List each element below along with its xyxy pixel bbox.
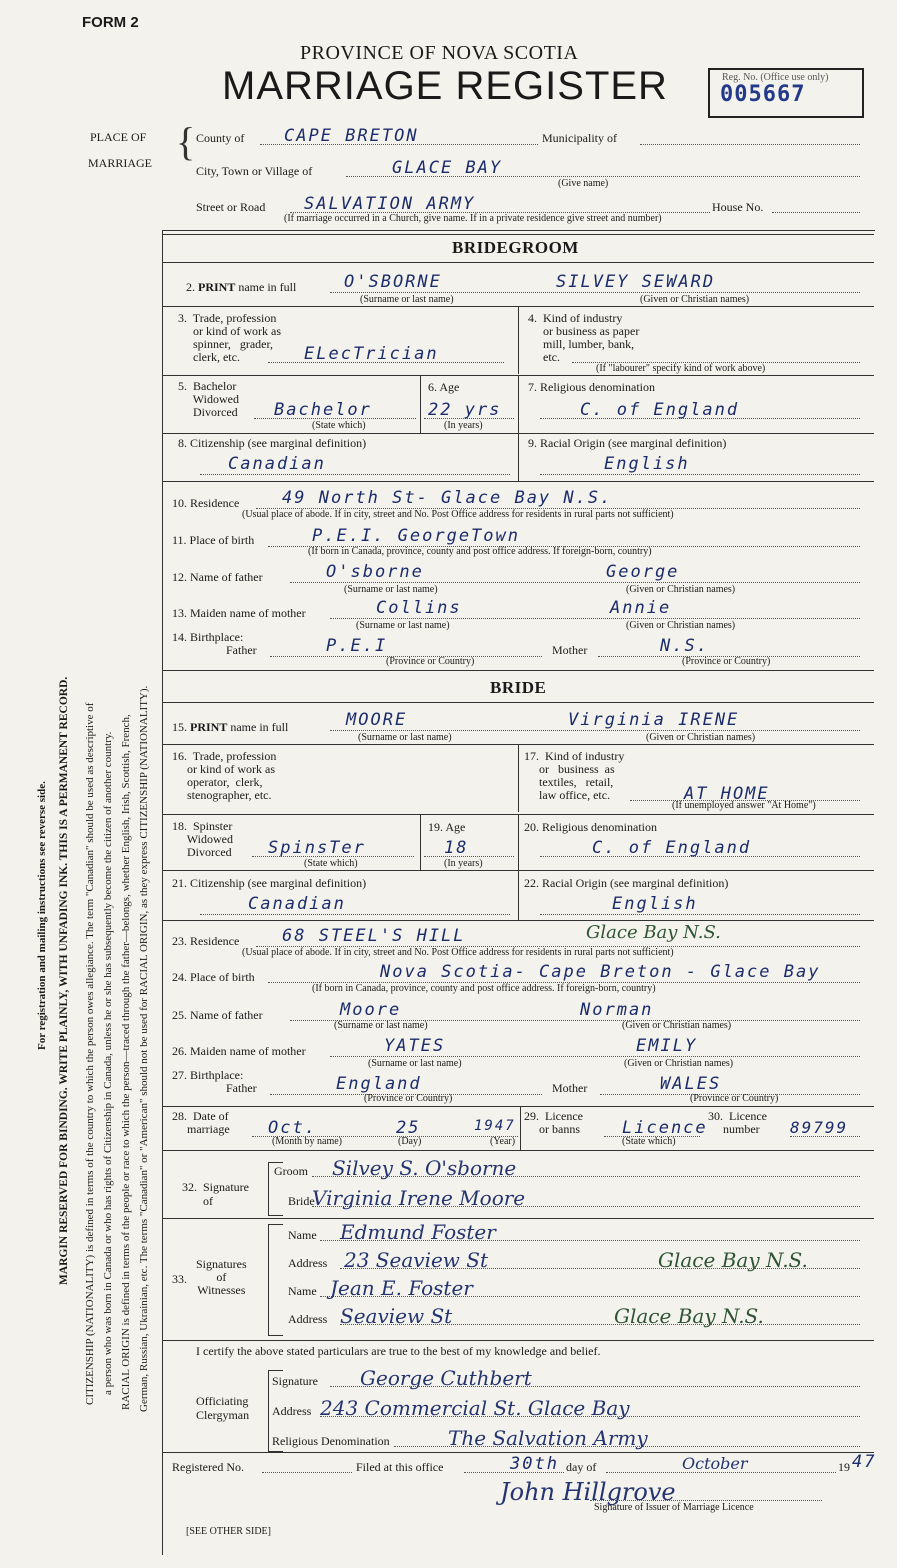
bride-signature: Virginia Irene Moore [312, 1186, 526, 1210]
city-label: City, Town or Village of [196, 164, 313, 178]
groom-father-bp-label: Father [226, 643, 257, 657]
municipality-field [640, 126, 860, 145]
bride-mother-given-note: (Given or Christian names) [624, 1058, 734, 1069]
county-value: CAPE BRETON [284, 126, 419, 146]
bridegroom-heading: BRIDEGROOM [452, 238, 579, 257]
filed-month: October [682, 1454, 748, 1473]
bride-sig-field [312, 1186, 860, 1210]
bride-father-field [290, 1000, 860, 1021]
f10-label: 10. Residence [172, 496, 240, 510]
marriage-month: Oct. [268, 1118, 317, 1138]
issuer-signature: John Hillgrove [500, 1478, 676, 1506]
bride-father-given-note: (Given or Christian names) [622, 1020, 732, 1031]
groom-father-field [290, 562, 860, 583]
bride-father-bp-label: Father [226, 1081, 257, 1095]
bride-mother-surname: YATES [384, 1036, 446, 1056]
place-label-1: PLACE OF [90, 130, 147, 144]
groom-mother-bp-label: Mother [552, 643, 588, 657]
groom-father-surname-note: (Surname or last name) [344, 584, 438, 595]
w2-address: Seaview St [340, 1304, 453, 1328]
bride-mother-surname-note: (Surname or last name) [368, 1058, 462, 1069]
bride-industry-field [630, 784, 860, 804]
f6-label: 6. Age [428, 380, 460, 394]
bride-father-bp-field [270, 1074, 542, 1095]
filed-month-field [606, 1454, 836, 1473]
bride-name-field [330, 710, 860, 731]
bride-father-bp: England [336, 1074, 422, 1094]
groom-racial-field [540, 454, 860, 475]
witness-bracket [268, 1224, 283, 1336]
f22-label: 22. Racial Origin (see marginal definition) [524, 876, 729, 890]
f23-label: 23. Residence [172, 934, 240, 948]
f13-label: 13. Maiden name of mother [172, 606, 306, 620]
reg-number-label: Reg. No. (Office use only) [722, 72, 829, 83]
year-prefix: 19 [838, 1460, 850, 1474]
reg-number: 005667 [720, 82, 806, 107]
clergy-addr-field [320, 1396, 860, 1420]
clergy-sig-field [330, 1366, 860, 1390]
groom-sig-label: Groom [274, 1164, 308, 1178]
bride-residence-green: Glace Bay N.S. [586, 922, 721, 943]
groom-mother-given-note: (Given or Christian names) [626, 620, 736, 631]
bride-citizenship-field [200, 894, 510, 915]
bride-religion-field [540, 838, 860, 857]
groom-prov-note-1: (Province or Country) [386, 656, 475, 667]
groom-signature: Silvey S. O'sborne [332, 1156, 517, 1180]
street-field [290, 194, 710, 213]
bride-age: 18 [444, 838, 469, 858]
margin-line-2: MARGIN RESERVED FOR BINDING. WRITE PLAINLY, WITH UNFADING INK. THIS IS A PERMANENT RECORD. [58, 676, 70, 1285]
f4-label: 4. Kind of industry or business as paper mill, lumber, bank, etc. [528, 311, 640, 364]
groom-racial: English [604, 454, 690, 474]
bride-given: Virginia IRENE [568, 710, 740, 730]
bride-surname-note: (Surname or last name) [358, 732, 452, 743]
w1-name-field [320, 1220, 860, 1244]
f28-label: 28. Date of marriage [172, 1109, 230, 1136]
f25-label: 25. Name of father [172, 1008, 263, 1022]
certify-text: I certify the above stated particulars are true to the best of my knowledge and belief. [196, 1344, 601, 1358]
w1-addr-field [340, 1248, 860, 1272]
w2-name: Jean E. Foster [330, 1276, 473, 1300]
bride-father-surname: Moore [340, 1000, 402, 1020]
groom-father-given-note: (Given or Christian names) [626, 584, 736, 595]
clergy-denom-field [394, 1426, 860, 1450]
bride-surname: MOORE [346, 710, 408, 730]
bride-religion: C. of England [592, 838, 752, 858]
groom-father-bp-field [270, 636, 542, 657]
groom-father-given: George [606, 562, 680, 582]
witness-label: Signatures of Witnesses [196, 1257, 247, 1297]
groom-trade-field [268, 344, 504, 363]
groom-residence-note: (Usual place of abode. If in city, street and No. Post Office address for residents in rural parts not sufficient) [242, 509, 674, 520]
registered-no-label: Registered No. [172, 1460, 244, 1474]
f2-label: 2. PRINT name in full [186, 280, 297, 294]
bride-mother-given: EMILY [636, 1036, 698, 1056]
page-title: MARRIAGE REGISTER [222, 64, 668, 108]
groom-surname: O'SBORNE [344, 272, 442, 292]
f16-label: 16. Trade, profession or kind of work as operator, clerk, stenographer, etc. [172, 749, 277, 802]
licence-number-field [790, 1118, 860, 1137]
licence-field [604, 1118, 708, 1138]
groom-mother-given: Annie [610, 598, 672, 618]
bride-prov-note-1: (Province or Country) [364, 1093, 453, 1104]
marriage-year: 1947 [474, 1118, 516, 1134]
w2-addr-label: Address [288, 1312, 328, 1326]
groom-name-field [330, 272, 860, 293]
groom-in-years: (In years) [444, 420, 483, 431]
bride-residence-field [256, 922, 860, 947]
w2-name-field [320, 1276, 860, 1300]
margin-line-6: German, Russian, Ukrainian, etc. The terms "Canadian" or "American" should not be used for RACIAL ORIGIN, as they express CITIZENSHIP (NATIONALITY). [138, 685, 150, 1412]
f5-label: 5. Bachelor Widowed Divorced [178, 379, 239, 419]
see-other-side: [SEE OTHER SIDE] [186, 1526, 271, 1537]
reg-number-box [708, 68, 864, 118]
clergy-denom-label: Religious Denomination [272, 1434, 390, 1448]
f21-label: 21. Citizenship (see marginal definition) [172, 876, 367, 890]
bride-birth-note: (If born in Canada, province, county and post office address. If foreign-born, country) [312, 983, 656, 994]
f19-label: 19. Age [428, 820, 466, 834]
f8-label: 8. Citizenship (see marginal definition) [178, 436, 367, 450]
groom-father-surname: O'sborne [326, 562, 424, 582]
bride-mother-bp-label: Mother [552, 1081, 588, 1095]
groom-trade: ELecTrician [304, 344, 439, 364]
f20-label: 20. Religious denomination [524, 820, 657, 834]
w2-addr-field [340, 1304, 860, 1328]
filed-day-field [464, 1454, 564, 1473]
w1-addr-label: Address [288, 1256, 328, 1270]
margin-line-5: RACIAL ORIGIN is defined in terms of the people or race to which the person—traced through the father—belongs, whether English, Irish, Scottish, French, [120, 714, 132, 1410]
f3-label: 3. Trade, profession or kind of work as spinner, grader, clerk, etc. [178, 311, 281, 364]
clergy-signature: George Cuthbert [360, 1366, 532, 1390]
month-note: (Month by name) [272, 1136, 342, 1147]
bride-heading: BRIDE [490, 678, 547, 697]
groom-age-field [424, 400, 514, 419]
groom-birth-field [268, 526, 860, 547]
clergy-sig-label: Signature [272, 1374, 318, 1388]
give-name-note: (Give name) [558, 178, 609, 189]
bride-racial: English [612, 894, 698, 914]
margin-line-3: CITIZENSHIP (NATIONALITY) is defined in terms of the country to which the person owes allegiance. The term "Canadian" should be used as descriptive of [84, 702, 96, 1405]
issuer-label: Signature of Issuer of Marriage Licence [594, 1502, 754, 1513]
groom-mother-bp-field [598, 636, 860, 657]
licence-type: Licence [622, 1118, 708, 1138]
labourer-note: (If "labourer" specify kind of work above) [596, 363, 766, 374]
groom-mother-surname: Collins [376, 598, 462, 618]
f12-label: 12. Name of father [172, 570, 263, 584]
groom-age: 22 yrs [428, 400, 502, 420]
bride-residence-note: (Usual place of abode. If in city, street and No. Post Office address for residents in rural parts not sufficient) [242, 947, 674, 958]
groom-religion-field [540, 400, 860, 419]
bride-industry: AT HOME [684, 784, 770, 804]
house-label: House No. [712, 200, 764, 214]
house-field [772, 194, 860, 213]
licence-state-which: (State which) [622, 1136, 676, 1147]
groom-mother-field [330, 598, 860, 619]
groom-industry-field [572, 350, 860, 363]
f17-label: 17. Kind of industry or business as textiles, retail, law office, etc. [524, 749, 625, 802]
w2-address-green: Glace Bay N.S. [614, 1304, 764, 1328]
brace: { [176, 119, 196, 164]
f29-label: 29. Licence or banns [524, 1109, 583, 1136]
groom-father-bp: P.E.I [326, 636, 388, 656]
bride-citizenship: Canadian [248, 894, 346, 914]
filed-day: 30th [510, 1454, 559, 1474]
bride-status: SpinsTer [268, 838, 366, 858]
w2-name-label: Name [288, 1284, 317, 1298]
f11-label: 11. Place of birth [172, 533, 255, 547]
marriage-date-field [252, 1118, 518, 1137]
bride-status-field [252, 838, 414, 857]
margin-line-1: For registration and mailing instructions see reverse side. [36, 781, 48, 1050]
w1-address: 23 Seaview St [344, 1248, 489, 1272]
groom-residence: 49 North St- Glace Bay N.S. [282, 488, 613, 508]
w1-address-green: Glace Bay N.S. [658, 1248, 808, 1272]
street-value: SALVATION ARMY [304, 194, 476, 214]
county-label: County of [196, 131, 245, 145]
f7-label: 7. Religious denomination [528, 380, 655, 394]
f33-label: 33. [172, 1272, 187, 1286]
groom-given: SILVEY SEWARD [556, 272, 716, 292]
groom-given-note: (Given or Christian names) [640, 294, 750, 305]
bride-mother-bp: WALES [660, 1074, 722, 1094]
filed-label: Filed at this office [356, 1460, 444, 1474]
filed-year: 47 [852, 1452, 877, 1472]
f9-label: 9. Racial Origin (see marginal definition) [528, 436, 727, 450]
registered-no-field [262, 1454, 352, 1473]
groom-mother-surname-note: (Surname or last name) [356, 620, 450, 631]
county-field [260, 126, 538, 145]
groom-birth: P.E.I. GeorgeTown [312, 526, 520, 546]
bride-given-note: (Given or Christian names) [646, 732, 756, 743]
bride-father-given: Norman [580, 1000, 654, 1020]
groom-residence-field [256, 488, 860, 509]
clergy-addr-label: Address [272, 1404, 312, 1418]
bride-age-field [424, 838, 514, 857]
bride-state-which: (State which) [304, 858, 358, 869]
day-note: (Day) [398, 1136, 422, 1147]
groom-state-which: (State which) [312, 420, 366, 431]
year-note: (Year) [490, 1136, 516, 1147]
licence-number: 89799 [790, 1118, 849, 1137]
street-label: Street or Road [196, 200, 266, 214]
bride-father-surname-note: (Surname or last name) [334, 1020, 428, 1031]
clergy-denomination: The Salvation Army [448, 1426, 648, 1450]
w1-name: Edmund Foster [340, 1220, 496, 1244]
groom-sig-field [312, 1156, 860, 1180]
bride-racial-field [540, 894, 860, 915]
f18-label: 18. Spinster Widowed Divorced [172, 819, 233, 859]
f32-label: 32. Signature of [182, 1180, 249, 1208]
place-label-2: MARRIAGE [88, 156, 153, 170]
margin-line-4: a person who was born in Canada or who has rights of Citizenship in Canada, unless he or she has subsequently become the citizen of another country. [102, 731, 114, 1395]
bride-residence: 68 STEEL'S HILL [282, 926, 466, 946]
groom-surname-note: (Surname or last name) [360, 294, 454, 305]
bride-sig-label: Bride [288, 1194, 315, 1208]
bride-birth-field [268, 962, 860, 983]
groom-status-field [254, 400, 416, 419]
form-number: FORM 2 [82, 14, 139, 31]
bride-in-years: (In years) [444, 858, 483, 869]
day-of-label: day of [566, 1460, 597, 1474]
bride-birth: Nova Scotia- Cape Breton - Glace Bay [380, 962, 821, 982]
f14-label: 14. Birthplace: [172, 630, 244, 644]
groom-prov-note-2: (Province or Country) [682, 656, 771, 667]
f15-label: 15. PRINT name in full [172, 720, 289, 734]
clergy-label: Officiating Clergyman [196, 1394, 250, 1422]
w1-name-label: Name [288, 1228, 317, 1242]
groom-citizenship: Canadian [228, 454, 326, 474]
groom-religion: C. of England [580, 400, 740, 420]
clergy-address: 243 Commercial St. Glace Bay [320, 1396, 630, 1420]
f24-label: 24. Place of birth [172, 970, 255, 984]
province-heading: PROVINCE OF NOVA SCOTIA [300, 42, 579, 64]
city-value: GLACE BAY [392, 158, 503, 178]
groom-status: Bachelor [274, 400, 372, 420]
f26-label: 26. Maiden name of mother [172, 1044, 306, 1058]
street-note: (If marriage occurred in a Church, give name. If in a private residence give street and number) [284, 213, 662, 224]
bride-mother-field [330, 1036, 860, 1057]
municipality-label: Municipality of [542, 131, 617, 145]
unemployed-note: (If unemployed answer "At Home") [672, 800, 816, 811]
city-field [346, 158, 860, 177]
f27-label: 27. Birthplace: [172, 1068, 244, 1082]
f30-label: 30. Licence number [708, 1109, 767, 1136]
groom-mother-bp: N.S. [660, 636, 709, 656]
groom-birth-note: (If born in Canada, province, county and post office address. If foreign-born, country) [308, 546, 652, 557]
groom-citizenship-field [200, 454, 510, 475]
marriage-day: 25 [396, 1118, 421, 1138]
issuer-sig-line [590, 1488, 822, 1501]
bride-mother-bp-field [600, 1074, 860, 1095]
bride-prov-note-2: (Province or Country) [690, 1093, 779, 1104]
